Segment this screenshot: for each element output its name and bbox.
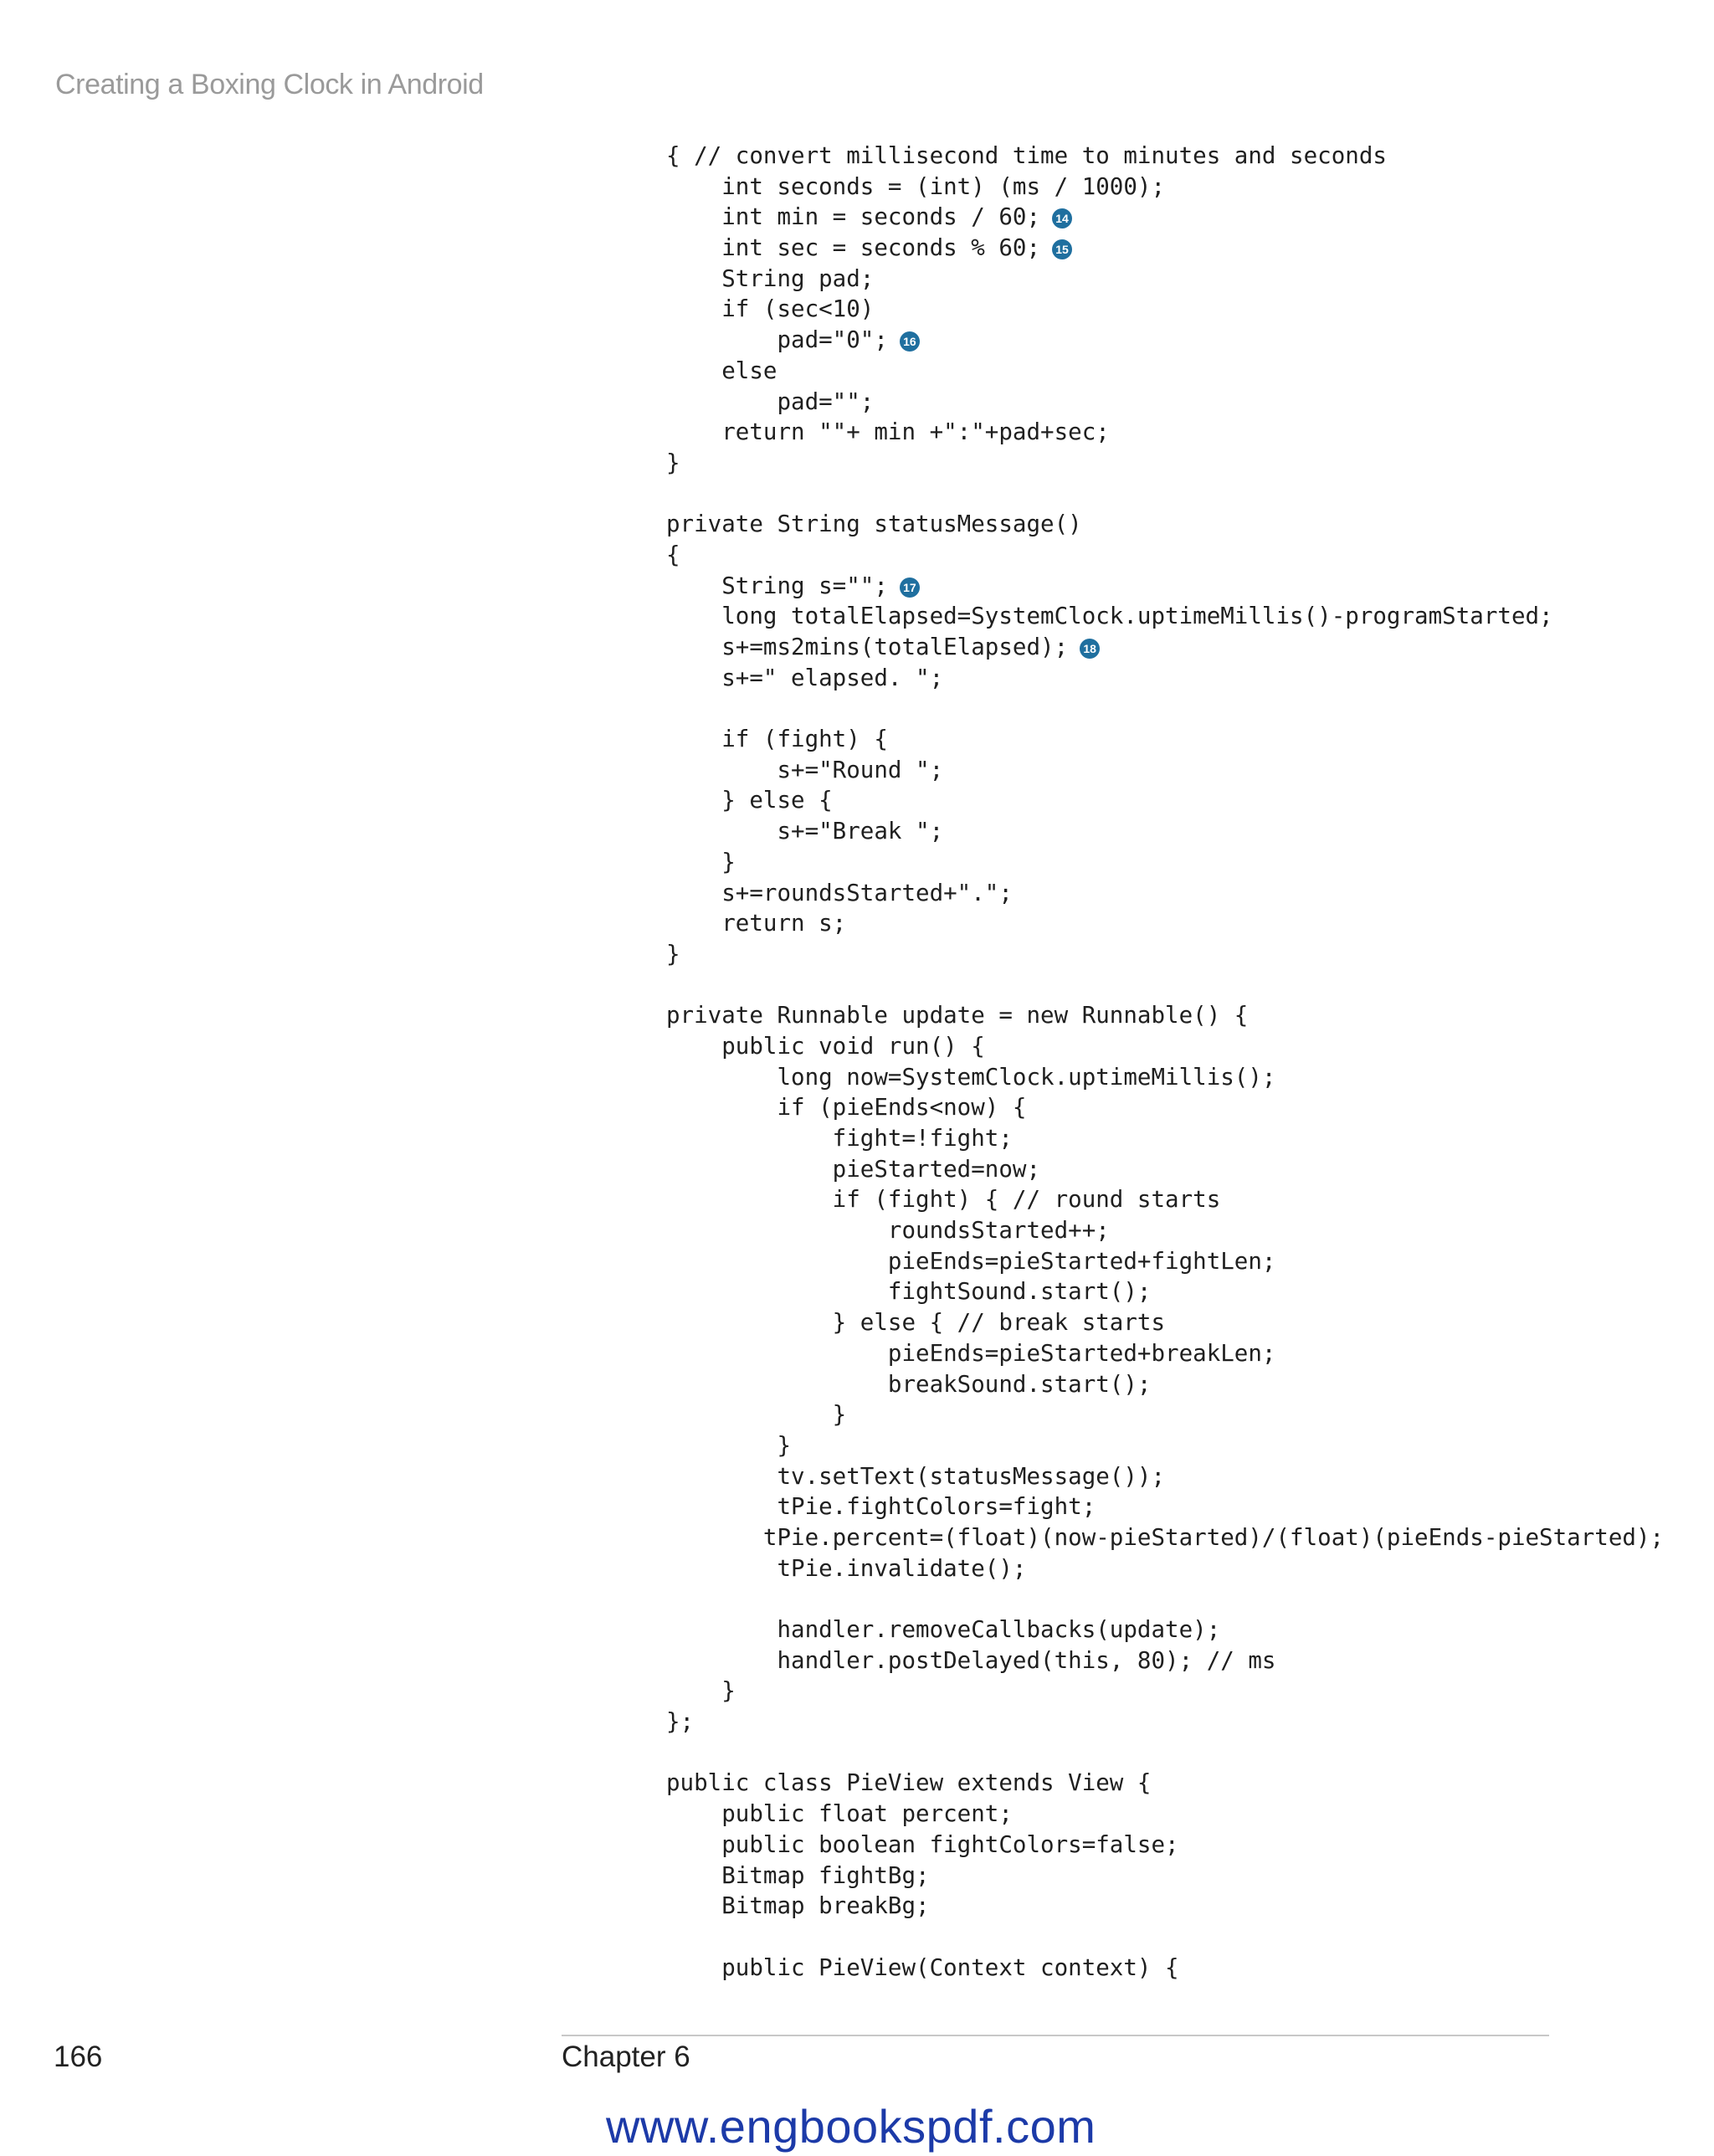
code-line [666, 571, 1670, 602]
code-text: fightSound.start(); [666, 1278, 1152, 1306]
code-line [666, 1614, 1670, 1645]
callout-marker-14: 14 [1052, 208, 1072, 228]
code-line [666, 540, 1670, 571]
code-line [666, 1922, 1670, 1953]
code-text: } [666, 1431, 792, 1459]
code-text: String s=""; [666, 572, 888, 599]
code-line [666, 1799, 1670, 1830]
code-line [666, 1584, 1670, 1614]
code-line [666, 1522, 1670, 1553]
code-text: int min = seconds / 60; [666, 203, 1041, 231]
code-line [666, 1707, 1670, 1738]
code-line [666, 601, 1670, 632]
code-text: int seconds = (int) (ms / 1000); [666, 172, 1166, 200]
code-text: tv.setText(statusMessage()); [666, 1462, 1166, 1490]
code-line [666, 1154, 1670, 1185]
code-text: fight=!fight; [666, 1125, 1013, 1152]
code-line [666, 663, 1670, 694]
code-text: } [666, 449, 680, 476]
code-text: public class PieView extends View { [666, 1769, 1152, 1797]
code-line [666, 970, 1670, 1001]
code-line [666, 1338, 1670, 1369]
code-text: tPie.fightColors=fight; [666, 1493, 1096, 1521]
code-line [666, 1861, 1670, 1892]
code-text: Bitmap fightBg; [666, 1861, 930, 1889]
code-line [666, 417, 1670, 448]
code-text: pieEnds=pieStarted+fightLen; [666, 1247, 1276, 1275]
code-line [666, 294, 1670, 325]
code-text: } [666, 1677, 736, 1705]
code-text: public void run() { [666, 1032, 985, 1060]
code-text: breakSound.start(); [666, 1370, 1152, 1398]
code-text: s+=ms2mins(totalElapsed); [666, 634, 1069, 660]
code-line [666, 1369, 1670, 1400]
code-line [666, 233, 1670, 264]
code-text: s+=roundsStarted+"."; [666, 879, 1013, 906]
code-line [666, 693, 1670, 724]
code-text: String pad; [666, 264, 875, 292]
code-line [666, 172, 1670, 203]
code-text: if (pieEnds<now) { [666, 1094, 1027, 1122]
code-text: return ""+ min +":"+pad+sec; [666, 418, 1110, 446]
code-line [666, 1891, 1670, 1922]
code-text: long totalElapsed=SystemClock.uptimeMillis()-programStarted; [666, 603, 1553, 630]
code-text: handler.removeCallbacks(update); [666, 1616, 1221, 1643]
code-line [666, 1461, 1670, 1492]
code-text: tPie.invalidate(); [666, 1554, 1027, 1582]
code-listing [666, 141, 1670, 1983]
code-text: } [666, 1401, 847, 1429]
code-line [666, 1768, 1670, 1799]
chapter-label: Chapter 6 [562, 2041, 690, 2073]
code-line [666, 632, 1670, 663]
code-text: if (fight) { [666, 726, 888, 753]
running-header: Creating a Boxing Clock in Android [55, 69, 484, 100]
code-line [666, 356, 1670, 387]
page-number: 166 [54, 2041, 103, 2073]
code-line [666, 1031, 1670, 1062]
code-line [666, 141, 1670, 172]
code-text: if (sec<10) [666, 295, 875, 323]
code-text: } [666, 848, 736, 875]
code-text: s+="Break "; [666, 818, 944, 845]
code-line [666, 785, 1670, 816]
code-text: { [666, 541, 680, 568]
code-text: } else { // break starts [666, 1309, 1166, 1337]
code-text: private String statusMessage() [666, 511, 1082, 538]
code-line [666, 1491, 1670, 1522]
code-text: if (fight) { // round starts [666, 1186, 1221, 1214]
code-line [666, 1830, 1670, 1861]
code-line [666, 387, 1670, 418]
code-line [666, 1553, 1670, 1584]
code-line [666, 755, 1670, 786]
code-line [666, 1062, 1670, 1093]
code-text: roundsStarted++; [666, 1217, 1110, 1245]
code-line [666, 1184, 1670, 1215]
code-line [666, 1645, 1670, 1676]
code-text: } [666, 940, 680, 968]
code-text: public float percent; [666, 1800, 1013, 1828]
code-text: pieEnds=pieStarted+breakLen; [666, 1339, 1276, 1367]
callout-marker-17: 17 [900, 578, 920, 598]
callout-marker-16: 16 [900, 331, 920, 352]
code-line [666, 724, 1670, 755]
code-text: else [666, 357, 777, 384]
code-line [666, 264, 1670, 295]
code-line [666, 1738, 1670, 1768]
code-line [666, 1399, 1670, 1430]
code-text: s+="Round "; [666, 756, 944, 783]
code-line [666, 1123, 1670, 1154]
code-text: private Runnable update = new Runnable() { [666, 1002, 1249, 1029]
watermark-url: www.engbookspdf.com [606, 2100, 1096, 2153]
code-text: } else { [666, 787, 833, 814]
code-text: public PieView(Context context) { [666, 1953, 1179, 1981]
code-line [666, 448, 1670, 479]
code-line [666, 816, 1670, 847]
code-text: long now=SystemClock.uptimeMillis(); [666, 1063, 1276, 1091]
code-line [666, 1215, 1670, 1246]
code-line [666, 1307, 1670, 1338]
code-text: Bitmap breakBg; [666, 1892, 930, 1920]
code-line [666, 1953, 1670, 1984]
code-text: pad="0"; [666, 326, 888, 354]
code-line [666, 325, 1670, 356]
code-line [666, 908, 1670, 939]
callout-marker-18: 18 [1080, 639, 1100, 659]
code-text: }; [666, 1708, 695, 1736]
code-text: return s; [666, 910, 847, 937]
code-line [666, 1430, 1670, 1461]
code-text: tPie.percent=(float)(now-pieStarted)/(float)(pieEnds-pieStarted); [666, 1523, 1665, 1551]
code-text: int sec = seconds % 60; [666, 234, 1041, 262]
code-line [666, 1276, 1670, 1307]
code-text: pad=""; [666, 388, 875, 415]
code-text: s+=" elapsed. "; [666, 664, 944, 691]
code-text: pieStarted=now; [666, 1155, 1041, 1183]
code-text: public boolean fightColors=false; [666, 1830, 1179, 1858]
code-line [666, 847, 1670, 878]
code-line [666, 878, 1670, 909]
code-line [666, 202, 1670, 233]
code-line [666, 509, 1670, 540]
code-line [666, 479, 1670, 510]
code-line [666, 1092, 1670, 1123]
code-line [666, 1676, 1670, 1707]
code-text: handler.postDelayed(this, 80); // ms [666, 1646, 1276, 1674]
callout-marker-15: 15 [1052, 239, 1072, 259]
code-line [666, 1246, 1670, 1277]
code-text: { // convert millisecond time to minutes and seconds [666, 142, 1387, 169]
code-line [666, 939, 1670, 970]
code-line [666, 1000, 1670, 1031]
footer-divider [562, 2035, 1549, 2036]
